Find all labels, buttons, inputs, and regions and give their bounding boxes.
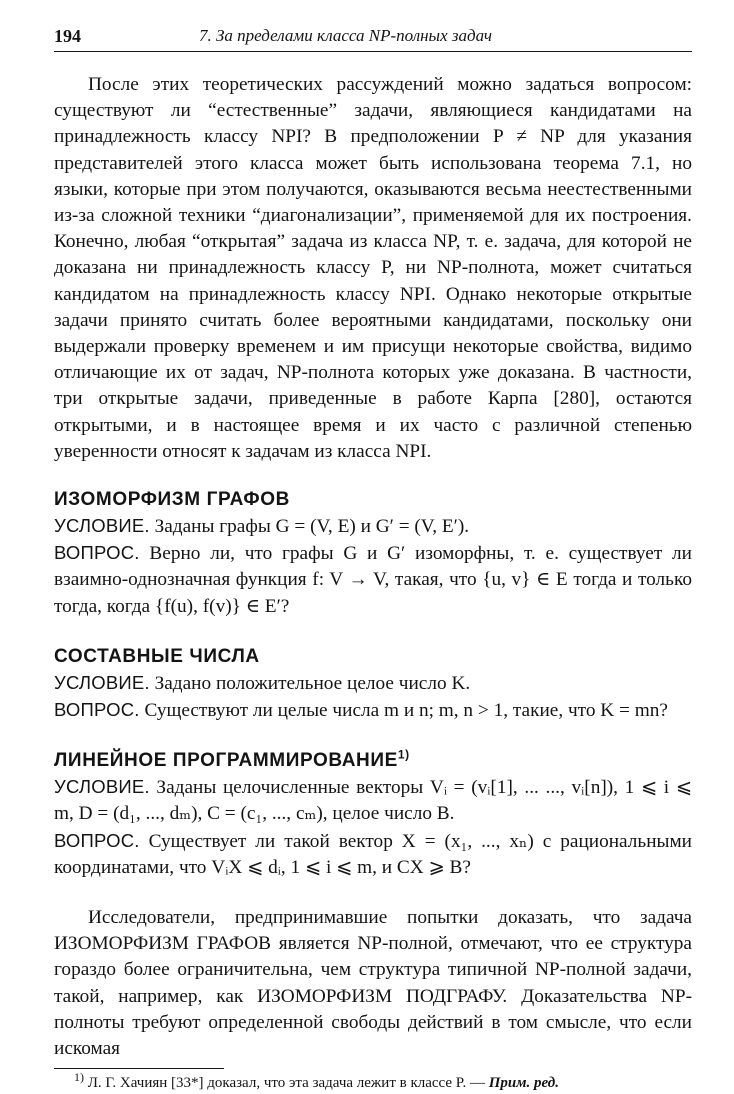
book-page xyxy=(54,26,692,1094)
question-text: Существует ли такой вектор X = (x₁, ..., xₙ) с рациональными координатами, что VᵢX ⩽ dᵢ, 1 ⩽ i ⩽ m, и CX ⩾ B? xyxy=(54,830,692,878)
chapter-title: 7. За пределами класса NP-полных задач xyxy=(199,26,492,45)
condition-text: Задано положительное целое число K. xyxy=(154,672,471,694)
condition-label: УСЛОВИЕ. xyxy=(54,776,150,798)
closing-paragraph: Исследователи, предпринимавшие попытки доказать, что задача ИЗОМОРФИЗМ ГРАФОВ является NP-полной, отмечают, что ее структура гораздо более ограничительна, чем структура типичной NP-полной задачи, такой, например, как ИЗОМОРФИЗМ ПОДГРАФУ. Доказательства NP-полноты требуют определенной свободы действий в том смысле, что если искомая xyxy=(54,907,692,1060)
question-label: ВОПРОС. xyxy=(54,542,140,564)
footnote-divider xyxy=(54,1068,224,1069)
problem-linear-programming xyxy=(54,748,692,881)
problem-graph-isomorphism xyxy=(54,487,692,620)
problem-condition xyxy=(54,774,692,827)
problem-title xyxy=(54,487,692,513)
problem-question xyxy=(54,697,692,724)
problem-condition xyxy=(54,513,692,540)
page-number: 194 xyxy=(54,26,81,46)
problem-title-text: ЛИНЕЙНОЕ ПРОГРАММИРОВАНИЕ xyxy=(54,750,398,772)
problem-title-text: ИЗОМОРФИЗМ ГРАФОВ xyxy=(54,489,290,511)
footnote-mark: 1) xyxy=(74,1070,84,1085)
condition-text: Заданы целочисленные векторы Vᵢ = (vᵢ[1], ... ..., vᵢ[n]), 1 ⩽ i ⩽ m, D = (d₁, ..., dₘ), C = (c₁, ..., cₘ), целое число B. xyxy=(54,777,692,825)
problem-composite-numbers xyxy=(54,644,692,724)
condition-label: УСЛОВИЕ. xyxy=(54,671,150,693)
question-text: Существуют ли целые числа m и n; m, n > 1, такие, что K = mn? xyxy=(144,700,668,722)
condition-label: УСЛОВИЕ. xyxy=(54,515,150,537)
header-rule xyxy=(54,51,692,52)
condition-text: Заданы графы G = (V, E) и G′ = (V, E′). xyxy=(154,516,470,538)
problem-question xyxy=(54,540,692,620)
footnote-text: Л. Г. Хачиян [33*] доказал, что эта задача лежит в классе P. — xyxy=(87,1075,485,1092)
footnote-source: Прим. ред. xyxy=(488,1075,559,1092)
problem-condition xyxy=(54,670,692,697)
question-label: ВОПРОС. xyxy=(54,829,140,851)
running-head xyxy=(54,26,692,50)
problem-question xyxy=(54,828,692,881)
intro-paragraph: После этих теоретических рассуждений можно задаться вопросом: существуют ли “естественные” задачи, являющиеся кандидатами на принадлежность классу NPI? В предположении P ≠ NP для указания представителей этого класса может быть использована теорема 7.1, но языки, которые при этом получаются, оказываются весьма неестественными из-за сложной техники “диагонализации”, применяемой для их построения. Конечно, любая “открытая” задача из класса NP, т. е. задача, для которой не доказана ни принадлежность классу P, ни NP-полнота, может считаться кандидатом на принадлежность классу NPI. Однако некоторые открытые задачи принято считать более вероятными кандидатами, поскольку они выдержали проверку временем и им присущи некоторые свойства, видимо отличающие их от задач, NP-полнота которых уже доказана. В частности, три открытые задачи, приведенные в работе Карпа [280], остаются открытыми, и в настоящее время и их часто с различной степенью уверенности относят к задачам из класса NPI. xyxy=(54,74,692,462)
question-label: ВОПРОС. xyxy=(54,699,140,721)
footnote xyxy=(54,1070,692,1094)
problem-title xyxy=(54,644,692,670)
question-text: Верно ли, что графы G и G′ изоморфны, т. е. существует ли взаимно-однозначная функция f: V → V, такая, что {u, v} ∈ E тогда и только тогда, когда {f(u), f(v)} ∈ E′? xyxy=(54,543,692,617)
problem-title xyxy=(54,748,692,774)
footnote-reference[interactable]: 1) xyxy=(397,747,410,762)
problem-title-text: СОСТАВНЫЕ ЧИСЛА xyxy=(54,645,260,667)
